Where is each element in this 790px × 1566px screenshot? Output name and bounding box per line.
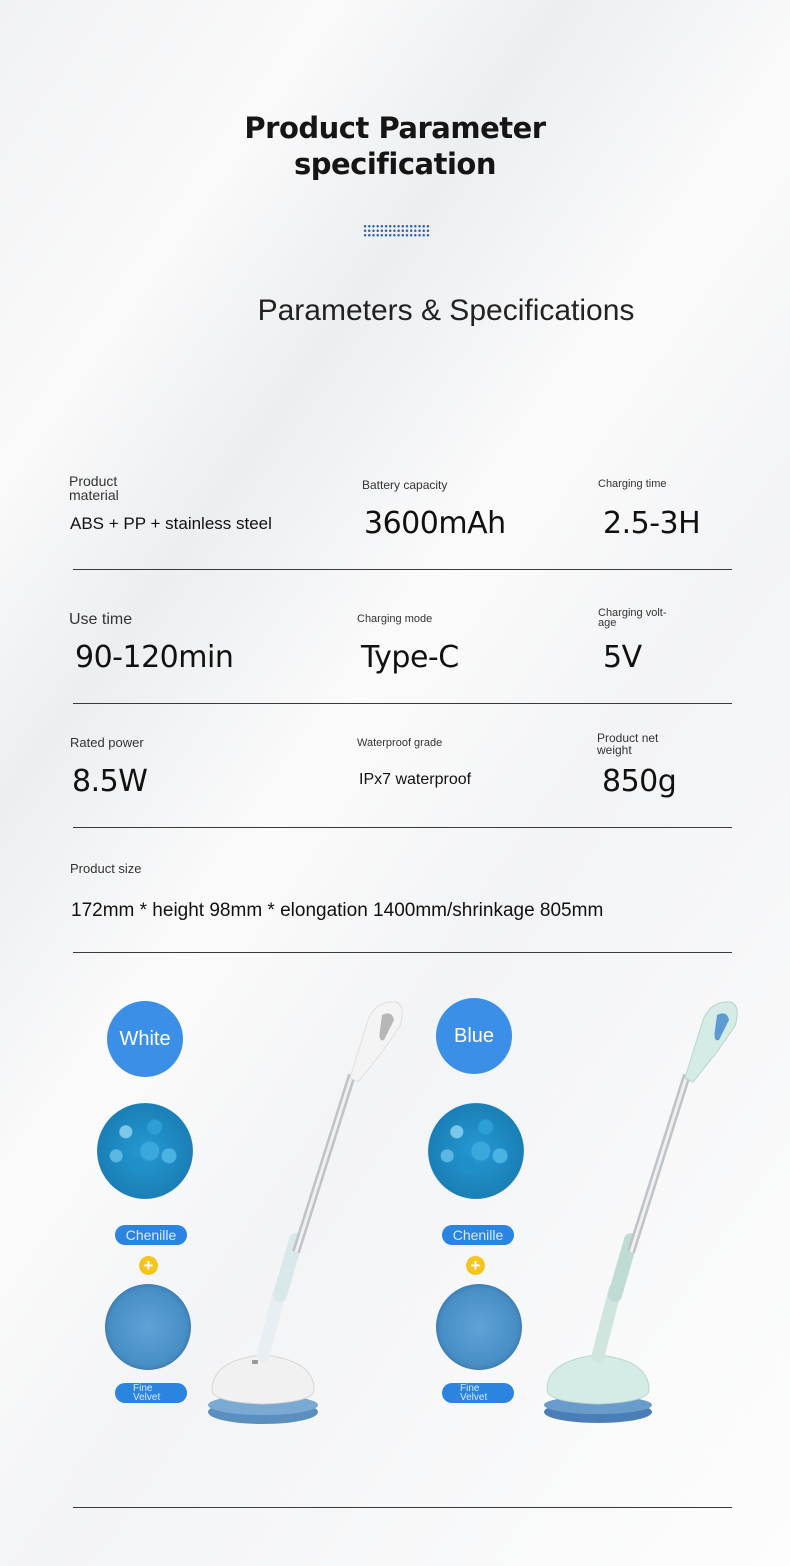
title-line-1: Product Parameter xyxy=(244,111,546,145)
plus-icon: + xyxy=(466,1256,485,1275)
charging-voltage-label xyxy=(598,608,666,628)
net-weight-label xyxy=(597,732,658,756)
velvet-pad-image xyxy=(436,1284,522,1370)
battery-value: 3600mAh xyxy=(364,506,506,541)
chenille-pill: Chenille xyxy=(442,1225,514,1245)
charging-mode-label: Charging mode xyxy=(357,613,433,625)
use-time-label: Use time xyxy=(69,611,133,628)
blue-mop-image xyxy=(535,990,755,1435)
net-weight-value: 850g xyxy=(602,764,677,799)
velvet-pill-line-1: Fine xyxy=(460,1383,480,1394)
chenille-pad-image xyxy=(428,1103,524,1199)
variant-white-badge: White xyxy=(107,1001,183,1077)
decorative-dots xyxy=(363,224,431,238)
battery-label: Battery capacity xyxy=(362,478,448,492)
material-label-line-2: material xyxy=(69,487,119,503)
divider xyxy=(73,827,732,828)
variant-blue-badge: Blue xyxy=(436,998,512,1074)
chenille-pill: Chenille xyxy=(115,1225,187,1245)
divider xyxy=(73,1507,732,1508)
section-subtitle: Parameters & Specifications xyxy=(257,294,635,327)
charging-time-value: 2.5-3H xyxy=(603,506,701,541)
velvet-pill-line-2: Velvet xyxy=(133,1392,161,1403)
use-time-value: 90-120min xyxy=(75,640,234,675)
waterproof-label: Waterproof grade xyxy=(357,737,443,749)
divider xyxy=(73,952,732,953)
plus-icon: + xyxy=(139,1256,158,1275)
charging-mode-value: Type-C xyxy=(361,640,459,675)
waterproof-value: IPx7 waterproof xyxy=(359,771,472,788)
size-label: Product size xyxy=(70,861,142,876)
velvet-pill xyxy=(442,1383,514,1403)
rated-power-value: 8.5W xyxy=(72,764,148,799)
title-line-2: specification xyxy=(293,147,496,181)
divider xyxy=(73,703,732,704)
page-title xyxy=(0,110,790,182)
velvet-pill-line-1: Fine xyxy=(133,1383,153,1394)
material-value: ABS + PP + stainless steel xyxy=(70,514,272,533)
charging-voltage-label-line-1: Charging volt- xyxy=(598,607,667,619)
divider xyxy=(73,569,732,570)
charging-voltage-label-line-2: age xyxy=(598,617,617,629)
white-mop-image xyxy=(200,990,420,1435)
charging-time-label: Charging time xyxy=(598,478,667,490)
charging-voltage-value: 5V xyxy=(603,640,642,675)
net-weight-label-line-2: weight xyxy=(597,743,632,757)
chenille-pad-image xyxy=(97,1103,193,1199)
material-label xyxy=(69,474,119,502)
rated-power-label: Rated power xyxy=(70,735,144,750)
material-label-line-1: Product xyxy=(69,473,118,489)
net-weight-label-line-1: Product net xyxy=(597,731,659,745)
size-value: 172mm * height 98mm * elongation 1400mm/shrinkage 805mm xyxy=(71,900,604,921)
velvet-pill xyxy=(115,1383,187,1403)
velvet-pill-line-2: Velvet xyxy=(460,1392,488,1403)
velvet-pad-image xyxy=(105,1284,191,1370)
